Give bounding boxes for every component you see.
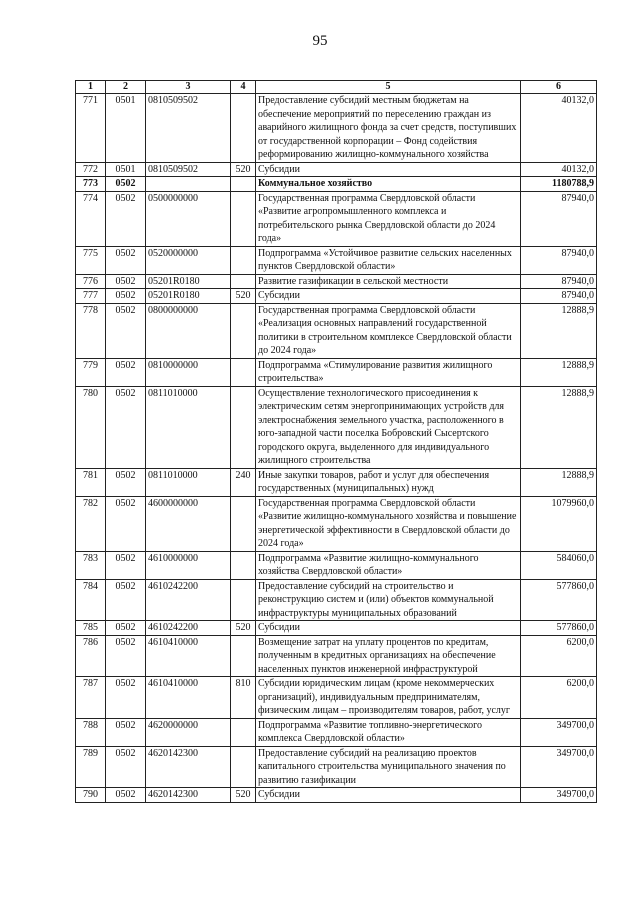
table-row	[76, 746, 597, 788]
row-description: Государственная программа Свердловской области «Развитие жилищно-коммунального хозяйства и повышение энергетической эффективности в Свердловской области до 2024 года»	[256, 496, 521, 551]
row-number: 790	[76, 788, 106, 803]
row-number: 774	[76, 191, 106, 246]
row-description: Возмещение затрат на уплату процентов по кредитам, полученным в кредитных организациях на обеспечение населенных пунктов инженерной инфраструктурой	[256, 635, 521, 677]
row-amount: 12888,9	[521, 386, 597, 468]
expense-type	[231, 579, 256, 621]
target-code: 0811010000	[146, 386, 231, 468]
section-code: 0502	[106, 621, 146, 636]
table-row	[76, 191, 597, 246]
table-row	[76, 358, 597, 386]
expense-type	[231, 718, 256, 746]
section-code: 0502	[106, 191, 146, 246]
table-row	[76, 162, 597, 177]
row-amount: 6200,0	[521, 677, 597, 719]
table-row	[76, 177, 597, 192]
table-row	[76, 274, 597, 289]
row-number: 776	[76, 274, 106, 289]
target-code: 4620142300	[146, 746, 231, 788]
expense-type	[231, 246, 256, 274]
section-code: 0502	[106, 274, 146, 289]
row-description: Подпрограмма «Развитие топливно-энергетического комплекса Свердловской области»	[256, 718, 521, 746]
target-code: 4600000000	[146, 496, 231, 551]
target-code: 0810000000	[146, 358, 231, 386]
section-code: 0502	[106, 746, 146, 788]
header-col-5: 5	[256, 81, 521, 94]
row-amount: 349700,0	[521, 788, 597, 803]
header-col-1: 1	[76, 81, 106, 94]
expense-type	[231, 191, 256, 246]
section-code: 0502	[106, 358, 146, 386]
table-row	[76, 788, 597, 803]
row-description: Государственная программа Свердловской области «Развитие агропромышленного комплекса и потребительского рынка Свердловской области до 2024 года»	[256, 191, 521, 246]
section-code: 0502	[106, 246, 146, 274]
row-description: Иные закупки товаров, работ и услуг для обеспечения государственных (муниципальных) нужд	[256, 468, 521, 496]
row-amount: 12888,9	[521, 358, 597, 386]
expense-type	[231, 358, 256, 386]
row-number: 785	[76, 621, 106, 636]
section-code: 0502	[106, 718, 146, 746]
target-code: 0520000000	[146, 246, 231, 274]
row-description: Подпрограмма «Стимулирование развития жилищного строительства»	[256, 358, 521, 386]
row-amount: 87940,0	[521, 246, 597, 274]
target-code: 0810509502	[146, 94, 231, 163]
row-description: Коммунальное хозяйство	[256, 177, 521, 192]
row-amount: 1180788,9	[521, 177, 597, 192]
row-number: 772	[76, 162, 106, 177]
row-description: Предоставление субсидий местным бюджетам на обеспечение мероприятий по переселению граждан из аварийного жилищного фонда за счет средств, поступивших от государственной корпорации – Фонд содействия реформированию жилищно-коммунального хозяйства	[256, 94, 521, 163]
table-row	[76, 718, 597, 746]
row-amount: 87940,0	[521, 191, 597, 246]
table-row	[76, 386, 597, 468]
row-amount: 6200,0	[521, 635, 597, 677]
row-number: 789	[76, 746, 106, 788]
header-col-4: 4	[231, 81, 256, 94]
row-amount: 584060,0	[521, 551, 597, 579]
expense-type	[231, 496, 256, 551]
row-description: Субсидии юридическим лицам (кроме некоммерческих организаций), индивидуальным предпринимателям, физическим лицам – производителям товаров, работ, услуг	[256, 677, 521, 719]
row-amount: 349700,0	[521, 718, 597, 746]
table-row	[76, 246, 597, 274]
table-header-row	[76, 81, 597, 94]
row-description: Субсидии	[256, 788, 521, 803]
expense-type: 520	[231, 162, 256, 177]
row-number: 784	[76, 579, 106, 621]
row-amount: 87940,0	[521, 289, 597, 304]
table-row	[76, 621, 597, 636]
header-col-3: 3	[146, 81, 231, 94]
row-amount: 40132,0	[521, 94, 597, 163]
row-description: Предоставление субсидий на реализацию проектов капитального строительства муниципального значения по развитию газификации	[256, 746, 521, 788]
expense-type	[231, 303, 256, 358]
table-row	[76, 496, 597, 551]
section-code: 0502	[106, 635, 146, 677]
header-col-6: 6	[521, 81, 597, 94]
row-number: 788	[76, 718, 106, 746]
expense-type	[231, 177, 256, 192]
target-code: 05201R0180	[146, 274, 231, 289]
table-row	[76, 289, 597, 304]
row-description: Подпрограмма «Развитие жилищно-коммунального хозяйства Свердловской области»	[256, 551, 521, 579]
row-amount: 12888,9	[521, 303, 597, 358]
expense-type: 240	[231, 468, 256, 496]
row-number: 773	[76, 177, 106, 192]
row-amount: 349700,0	[521, 746, 597, 788]
section-code: 0502	[106, 496, 146, 551]
table-row	[76, 551, 597, 579]
section-code: 0501	[106, 94, 146, 163]
row-description: Развитие газификации в сельской местности	[256, 274, 521, 289]
row-description: Осуществление технологического присоединения к электрическим сетям энергопринимающих устройств для электроснабжения земельного участка, расположенного в юго-западной части поселка Бобровский Сысертского городского округа, выделенного для индивидуального жилищного строительства	[256, 386, 521, 468]
expense-type	[231, 274, 256, 289]
table-body	[76, 94, 597, 803]
expense-type: 520	[231, 788, 256, 803]
section-code: 0502	[106, 177, 146, 192]
expense-type: 520	[231, 621, 256, 636]
table-row	[76, 677, 597, 719]
section-code: 0502	[106, 468, 146, 496]
row-number: 787	[76, 677, 106, 719]
target-code: 4610000000	[146, 551, 231, 579]
expense-type	[231, 635, 256, 677]
row-amount: 40132,0	[521, 162, 597, 177]
row-number: 786	[76, 635, 106, 677]
section-code: 0502	[106, 788, 146, 803]
row-number: 775	[76, 246, 106, 274]
table-row	[76, 635, 597, 677]
expense-type	[231, 551, 256, 579]
section-code: 0502	[106, 579, 146, 621]
target-code: 4610410000	[146, 677, 231, 719]
budget-table	[75, 80, 597, 803]
section-code: 0502	[106, 303, 146, 358]
target-code: 0811010000	[146, 468, 231, 496]
row-amount: 12888,9	[521, 468, 597, 496]
section-code: 0502	[106, 289, 146, 304]
table-row	[76, 579, 597, 621]
row-amount: 577860,0	[521, 579, 597, 621]
target-code: 4620142300	[146, 788, 231, 803]
target-code: 4610410000	[146, 635, 231, 677]
expense-type	[231, 94, 256, 163]
header-col-2: 2	[106, 81, 146, 94]
target-code	[146, 177, 231, 192]
section-code: 0502	[106, 386, 146, 468]
row-amount: 1079960,0	[521, 496, 597, 551]
target-code: 4620000000	[146, 718, 231, 746]
section-code: 0502	[106, 551, 146, 579]
row-amount: 577860,0	[521, 621, 597, 636]
row-number: 779	[76, 358, 106, 386]
target-code: 0500000000	[146, 191, 231, 246]
row-number: 780	[76, 386, 106, 468]
target-code: 05201R0180	[146, 289, 231, 304]
row-number: 783	[76, 551, 106, 579]
row-description: Предоставление субсидий на строительство и реконструкцию систем и (или) объектов коммунальной инфраструктуры муниципальных образований	[256, 579, 521, 621]
section-code: 0502	[106, 677, 146, 719]
row-number: 782	[76, 496, 106, 551]
expense-type: 810	[231, 677, 256, 719]
row-number: 781	[76, 468, 106, 496]
page-number: 95	[312, 33, 328, 49]
row-description: Государственная программа Свердловской области «Реализация основных направлений государственной политики в строительном комплексе Свердловской области до 2024 года»	[256, 303, 521, 358]
expense-type	[231, 746, 256, 788]
row-number: 771	[76, 94, 106, 163]
table-row	[76, 468, 597, 496]
row-number: 777	[76, 289, 106, 304]
row-number: 778	[76, 303, 106, 358]
expense-type: 520	[231, 289, 256, 304]
target-code: 0800000000	[146, 303, 231, 358]
row-description: Субсидии	[256, 621, 521, 636]
expense-type	[231, 386, 256, 468]
row-description: Субсидии	[256, 162, 521, 177]
target-code: 0810509502	[146, 162, 231, 177]
row-description: Подпрограмма «Устойчивое развитие сельских населенных пунктов Свердловской области»	[256, 246, 521, 274]
target-code: 4610242200	[146, 579, 231, 621]
target-code: 4610242200	[146, 621, 231, 636]
table-row	[76, 303, 597, 358]
table-row	[76, 94, 597, 163]
row-description: Субсидии	[256, 289, 521, 304]
row-amount: 87940,0	[521, 274, 597, 289]
section-code: 0501	[106, 162, 146, 177]
